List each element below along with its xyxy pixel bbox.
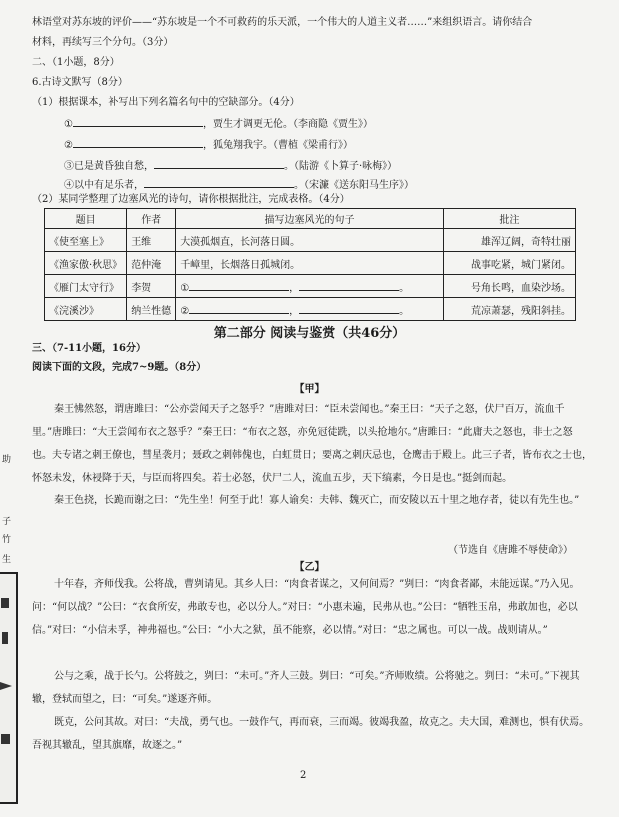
row-author: 王维 <box>127 229 176 252</box>
row-note: 战事吃紧，城门紧闭。 <box>443 252 575 275</box>
jia-paragraph-2: 秦王色挠，长跪而谢之曰：“先生坐！何至于此！寡人谕矣：夫韩、魏灭亡，而安陵以五十里之地存者，徒以有先生也。” <box>54 495 580 506</box>
row-author: 纳兰性德 <box>127 298 176 321</box>
page-number: 2 <box>300 770 307 781</box>
table-header-row <box>45 209 576 229</box>
q6-title: 6.古诗文默写（8分） <box>32 77 128 88</box>
fill-item-num: ② <box>64 140 73 151</box>
row-note: 号角长鸣，血染沙场。 <box>443 275 575 298</box>
row-title: 《浣溪沙》 <box>45 298 127 321</box>
fill-item-num: ③ <box>64 161 74 172</box>
fill-item-1 <box>64 116 373 132</box>
row-author: 范仲淹 <box>127 252 176 275</box>
row-title: 《雁门太守行》 <box>45 275 127 298</box>
margin-char: 竹 <box>2 535 12 545</box>
margin-char: 助 <box>2 455 12 465</box>
row-sentence: 大漠孤烟直，长河落日圆。 <box>176 229 444 252</box>
row-note: 荒凉萧瑟，残阳斜挂。 <box>443 298 575 321</box>
row-author: 李贺 <box>127 275 176 298</box>
q6-2-prompt: （2）某同学整理了边塞风光的诗句，请你根据批注，完成表格。（4分） <box>32 194 350 205</box>
table-row <box>45 252 576 275</box>
row-sentence: 千嶂里，长烟落日孤城闭。 <box>176 252 444 275</box>
row-sentence-blank[interactable]: ① ， 。 <box>176 275 444 298</box>
yi-paragraph-1: 十年春，齐师伐我。公将战，曹刿请见。其乡人曰：“肉食者谋之，又何间焉？”刿曰：“肉食者鄙，未能远谋。”乃入见。问：“何以战？”公曰：“衣食所安，弗敢专也，必以分人。”对曰：“小惠未遍，民弗从也。”公曰：“牺牲玉帛，弗敢加也，必以信。”对曰：“小信未孚，神弗福也。”公曰：“小大之狱，虽不能察，必以情。”对曰：“忠之属也。可以一战。战则请从。” <box>32 579 580 636</box>
answer-blank[interactable] <box>154 158 284 169</box>
answer-blank[interactable] <box>299 303 399 314</box>
answer-blank[interactable] <box>189 280 289 291</box>
answer-blank[interactable] <box>299 280 399 291</box>
jia-label: 【甲】 <box>294 384 325 395</box>
header-note: 批注 <box>443 209 575 229</box>
fill-item-text: 。（陆游《卜算子·咏梅》） <box>284 161 398 172</box>
blank-num: ① <box>180 282 190 294</box>
reading-instruction: 阅读下面的文段，完成7~9题。（8分） <box>32 362 207 373</box>
answer-blank[interactable] <box>189 303 289 314</box>
fill-item-num: ① <box>64 119 73 130</box>
row-title: 《使至塞上》 <box>45 229 127 252</box>
fill-item-text: ，狐兔翔我宇。（曹植《梁甫行》） <box>202 140 353 151</box>
margin-char: 子 <box>2 517 12 527</box>
intro-line-2: 材料，再续写三个分句。（3分） <box>32 37 174 48</box>
binding-margin-box <box>0 572 18 804</box>
fill-item-pre: 已是黄昏独自愁， <box>74 161 154 172</box>
poem-table <box>44 208 576 321</box>
section-two-heading: 二、（1小题，8分） <box>32 57 120 68</box>
fill-item-4 <box>64 177 414 193</box>
header-author: 作者 <box>127 209 176 229</box>
answer-blank[interactable] <box>73 116 203 127</box>
jia-paragraph-1: 秦王怫然怒，谓唐雎曰：“公亦尝闻天子之怒乎？”唐雎对曰：“臣未尝闻也。”秦王曰：“天子之怒，伏尸百万，流血千里。”唐雎曰：“大王尝闻布衣之怒乎？”秦王曰：“布衣之怒，亦免冠徒跣，以头抢地尔。”唐雎曰：“此庸夫之怒也，非士之怒也。夫专诸之刺王僚也，彗星袭月；聂政之刺韩傀也，白虹贯日；要离之刺庆忌也，仓鹰击于殿上。此三子者，皆布衣之士也，怀怒未发，休祲降于天，与臣而将四矣。若士必怒，伏尸二人，流血五步，天下缟素，今日是也。”挺剑而起。 <box>32 404 592 484</box>
yi-paragraph-2: 公与之乘，战于长勺。公将鼓之，刿曰：“未可。”齐人三鼓。刿曰：“可矣。”齐师败绩。公将驰之。刿曰：“未可。”下视其辙，登轼而望之，曰：“可矣。”遂逐齐师。 <box>32 671 580 705</box>
part-two-title: 第二部分 阅读与鉴赏（共46分） <box>213 326 406 341</box>
margin-marks <box>0 574 16 802</box>
row-sentence-blank[interactable]: ② ， 。 <box>176 298 444 321</box>
fill-item-2 <box>64 137 353 153</box>
fill-item-text: 。（宋濂《送东阳马生序》） <box>294 180 414 191</box>
fill-item-text: ，贾生才调更无伦。（李商隐《贾生》） <box>202 119 373 130</box>
table-row <box>45 298 576 321</box>
blank-num: ② <box>180 305 190 317</box>
jia-source: （节选自《唐雎不辱使命》） <box>448 545 573 556</box>
section-three-heading: 三、（7-11小题，16分） <box>32 343 146 354</box>
table-row <box>45 229 576 252</box>
yi-label: 【乙】 <box>294 562 325 573</box>
q6-1-prompt: （1）根据课本，补写出下列名篇名句中的空缺部分。（4分） <box>32 97 300 108</box>
intro-line-1: 林语堂对苏东坡的评价——“苏东坡是一个不可救药的乐天派，一个伟大的人道主义者……”来组织语言。请你结合 <box>32 17 533 28</box>
row-title: 《渔家傲·秋思》 <box>45 252 127 275</box>
yi-paragraph-3: 既克，公问其故。对曰：“夫战，勇气也。一鼓作气，再而衰，三而竭。彼竭我盈，故克之。夫大国，难测也，惧有伏焉。吾视其辙乱，望其旗靡，故逐之。” <box>32 717 590 751</box>
answer-blank[interactable] <box>73 137 203 148</box>
fill-item-3 <box>64 158 397 174</box>
fill-item-pre: 以中有足乐者， <box>74 180 144 191</box>
answer-blank[interactable] <box>144 177 294 188</box>
table-row <box>45 275 576 298</box>
header-title: 题目 <box>45 209 127 229</box>
margin-char: 生 <box>2 555 12 565</box>
row-note: 雄浑辽阔，奇特壮丽 <box>443 229 575 252</box>
fill-item-num: ④ <box>64 180 74 191</box>
header-sentence: 描写边塞风光的句子 <box>176 209 444 229</box>
